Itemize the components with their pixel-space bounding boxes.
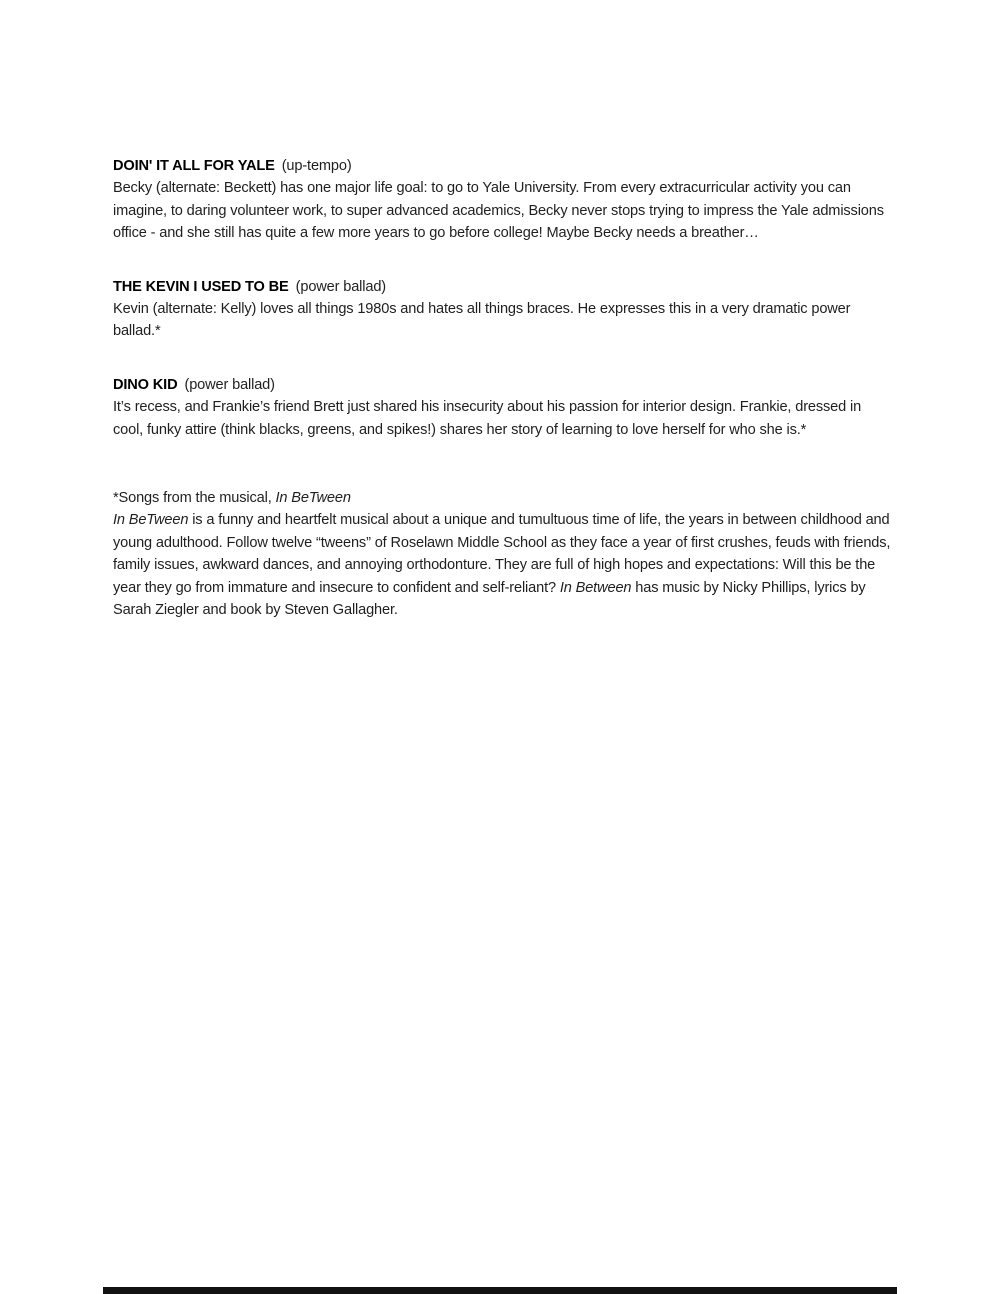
song-title: DINO KID (113, 376, 178, 393)
document-content (113, 155, 891, 622)
song-title: THE KEVIN I USED TO BE (113, 278, 289, 295)
footnote-description (113, 509, 891, 621)
footnote-about-text: is a funny and heartfelt musical about a unique and tumultuous time of life, the years in between childhood and young adulthood. Follow twelve “tweens” of Roselawn Middle School as they face a year of first crushes, feuds with friends, family issues, awkward dances, and annoying orthodonture. They are full of high hopes and expectations: Will this be the year they go from immature and insecure to confident and self-reliant? (113, 512, 891, 596)
song-title: DOIN' IT ALL FOR YALE (113, 158, 275, 174)
song-heading (113, 374, 891, 396)
musical-title: In BeTween (275, 490, 351, 507)
song-tempo-label: (power ballad) (295, 278, 387, 295)
song-description: It’s recess, and Frankie’s friend Brett just shared his insecurity about his passion for interior design. Frankie, dressed in cool, funky attire (think blacks, greens, and spikes!) shares her story of learning to love herself for who she is.* (113, 399, 862, 438)
song-heading (113, 155, 891, 177)
musical-title: In BeTween (113, 512, 189, 529)
song-section-the-kevin-i-used-to-be (113, 276, 891, 343)
footnote-section (113, 487, 891, 621)
song-heading (113, 276, 891, 298)
song-description: Becky (alternate: Beckett) has one major life goal: to go to Yale University. From every extracurricular activity you can imagine, to daring volunteer work, to super advanced academics, Becky never stops trying to impress the Yale admissions office - and she still has quite a few more years to go before college! Maybe Becky needs a breather… (113, 180, 884, 242)
song-tempo-label: (up-tempo) (281, 158, 352, 174)
song-section-doin-it-all-for-yale (113, 155, 891, 245)
footnote-source-line (113, 487, 891, 509)
footnote-credits-text: has music by Nicky Phillips, lyrics by Sarah Ziegler and book by Steven Gallagher. (113, 579, 866, 619)
song-tempo-label: (power ballad) (184, 376, 275, 393)
footnote-source-prefix: *Songs from the musical, (113, 490, 276, 507)
musical-title: In Between (559, 579, 632, 596)
song-section-dino-kid (113, 374, 891, 441)
next-page-edge (103, 1287, 897, 1294)
song-description: Kevin (alternate: Kelly) loves all things 1980s and hates all things braces. He expresses this in a very dramatic power ballad.* (113, 301, 851, 340)
